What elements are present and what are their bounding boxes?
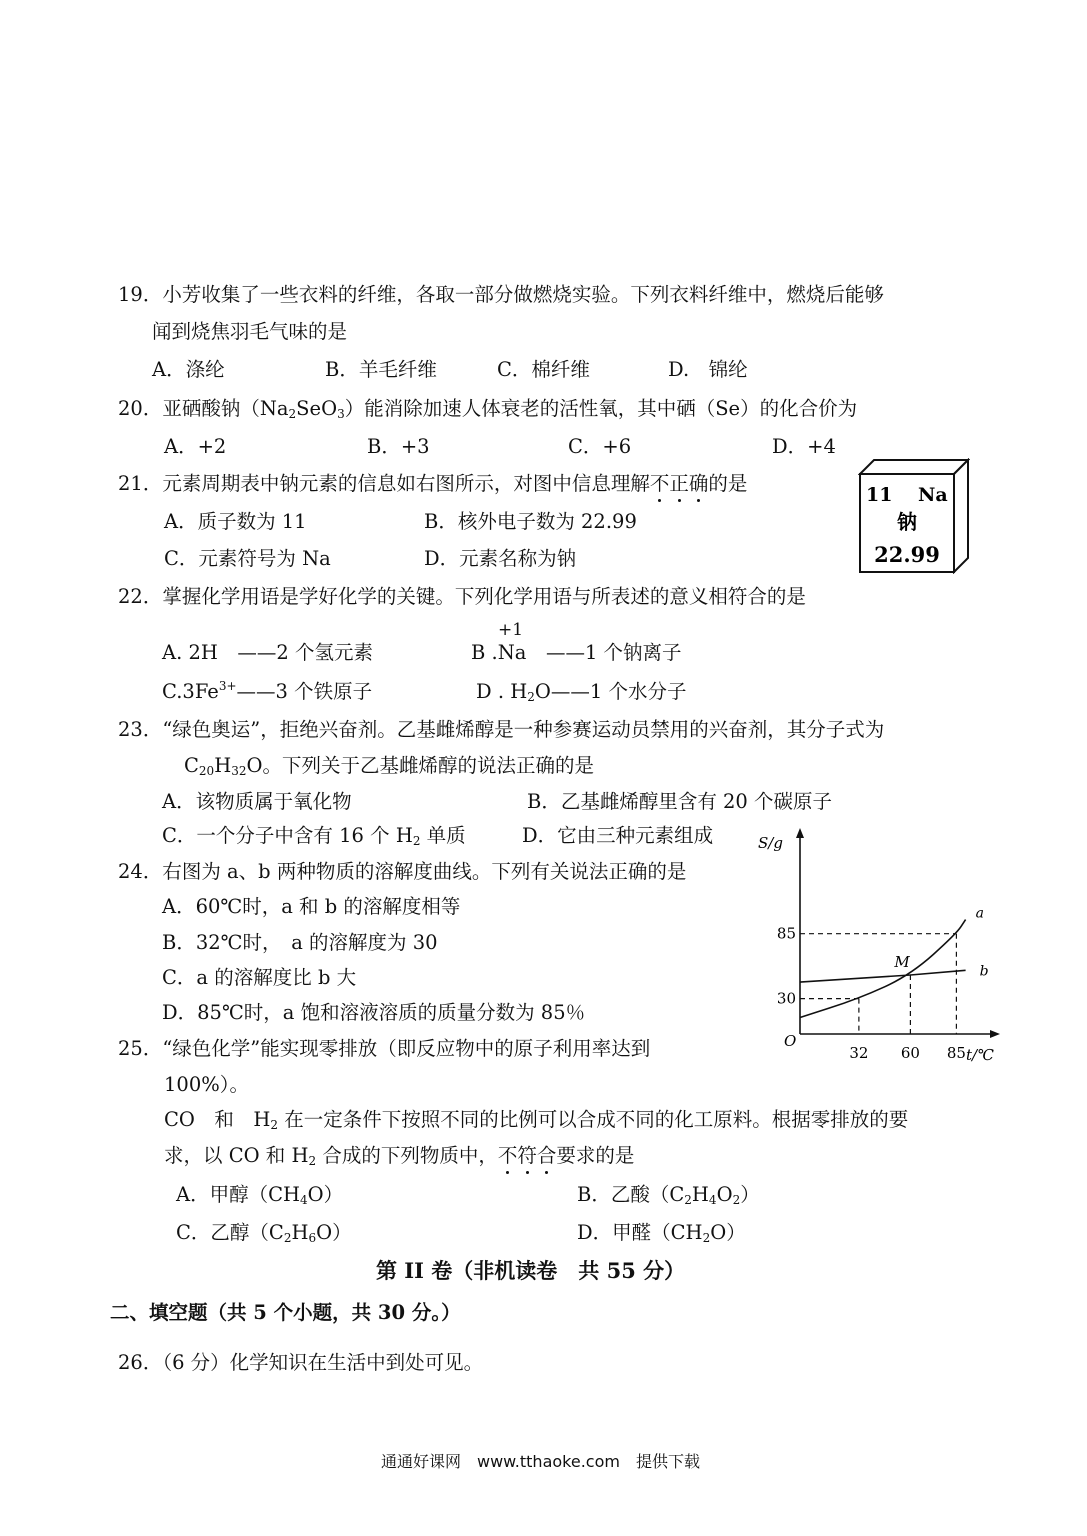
q25-option-b: B．乙酸$(C_2H_4O_2)$ [577,1183,760,1207]
q24-option-d: D．85℃时，a 饱和溶液溶质的质量分数为 85％ [162,1001,586,1024]
q21-option-c: C．元素符号为 Na [164,547,331,570]
q20-option-d: D．+4 [772,435,836,458]
q22-option-a: A. 2H ——2 个氢元素 [162,641,373,664]
q24-option-c: C．a 的溶解度比 b 大 [162,966,357,989]
q20-option-b: B．+3 [367,435,430,458]
q22-option-b-charge: +1 [498,620,524,640]
q20-option-c: C．+6 [568,435,632,458]
q19-option-c: C．棉纤维 [497,358,590,381]
q25-stem-line2: 100%）。 [164,1073,249,1096]
q19-option-a: A．涤纶 [152,358,225,381]
q23-option-d: D．它由三种元素组成 [522,824,714,847]
x-tick-60: 60 [900,1044,920,1062]
card-atomic-number: 11 [866,484,893,506]
q25-option-d: D．甲醛$(CH_2O)$ [577,1221,746,1245]
q23-stem-line1: 23．“绿色奥运”，拒绝兴奋剂。乙基雌烯醇是一种参赛运动员禁用的兴奋剂，其分子式为 [118,718,885,741]
q25-stem-line3: CO 和 $H_2$ 在一定条件下按照不同的比例可以合成不同的化工原料。根据零排放的要 [164,1108,909,1132]
page-footer: 通通好课网 www.tthaoke.com 提供下载 [381,1452,700,1471]
q21-option-a: A．质子数为 11 [164,510,307,533]
series-b-label: b [979,963,989,980]
card-symbol: Na [918,484,948,506]
q26-stem: 26．（6 分）化学知识在生活中到处可见。 [118,1351,484,1374]
q25-stem-line1: 25．“绿色化学”能实现零排放（即反应物中的原子利用率达到 [118,1037,651,1060]
q23-option-a: A．该物质属于氧化物 [162,790,352,813]
q22-option-b: B .Na ——1 个钠离子 [471,641,682,664]
q25-option-a: A．甲醇$(CH_4O)$ [176,1183,344,1207]
q19-stem-line1: 19．小芳收集了一些衣料的纤维，各取一部分做燃烧实验。下列衣料纤维中，燃烧后能够 [118,283,884,306]
q20-stem: 20．亚硒酸钠$(Na_2SeO_3)$能消除加速人体衰老的活性氧，其中硒（Se）的化合价为 [118,397,858,421]
q22-option-c: $C.3Fe^{3+}——3$ 个铁原子 [162,679,373,703]
y-axis-label: S/g [758,834,783,852]
x-axis-arrow [990,1030,1000,1038]
q21-option-b: B．核外电子数为 22.99 [424,510,637,533]
q24-stem: 24．右图为 a、b 两种物质的溶解度曲线。下列有关说法正确的是 [118,860,687,883]
part2-heading: 二、填空题（共 5 个小题，共 30 分。） [110,1301,461,1324]
series-b-line [800,970,966,982]
series-a-label: a [975,905,984,922]
card-name: 钠 [897,510,917,534]
q23-option-c: C．一个分子中含有 16 个 $H_2$ 单质 [162,824,466,848]
q23-stem-line2: $C_{20}H_{32}O$。下列关于乙基雌烯醇的说法正确的是 [184,754,594,778]
q25-option-c: C．乙醇$(C_2H_6O)$ [176,1221,352,1245]
section2-title: 第 II 卷（非机读卷 共 55 分） [376,1258,686,1283]
origin-label: O [784,1032,797,1050]
card-atomic-mass: 22.99 [874,542,940,567]
y-tick-30: 30 [776,989,796,1008]
solubility-chart [756,826,1006,1062]
q25-stem-line4: 求，以 CO 和 $H_2$ 合成的下列物质中，不符合要求的是 [164,1144,635,1168]
y-axis-arrow [796,828,804,838]
y-tick-85: 85 [776,924,796,943]
q21-option-d: D．元素名称为钠 [424,547,577,570]
element-card-sodium [858,458,970,574]
q24-option-b: B．32℃时， a 的溶解度为 30 [162,931,438,954]
q22-option-d: D . $H_2O——1$ 个水分子 [476,680,687,704]
q19-option-b: B．羊毛纤维 [325,358,437,381]
x-axis-label: t/℃ [966,1046,994,1062]
q23-option-b: B．乙基雌烯醇里含有 20 个碳原子 [527,790,833,813]
q24-option-a: A．60℃时，a 和 b 的溶解度相等 [162,895,461,918]
q20-option-a: A．+2 [164,435,227,458]
x-tick-32: 32 [849,1044,869,1062]
q19-stem-line2: 闻到烧焦羽毛气味的是 [152,320,348,343]
q19-option-d: D. 锦纶 [668,358,748,381]
intersection-label-m: M [894,953,910,971]
q21-stem: 21．元素周期表中钠元素的信息如右图所示，对图中信息理解不正确的是 [118,472,748,495]
q22-stem: 22．掌握化学用语是学好化学的关键。下列化学用语与所表述的意义相符合的是 [118,585,806,608]
x-tick-85: 85 [946,1044,966,1062]
